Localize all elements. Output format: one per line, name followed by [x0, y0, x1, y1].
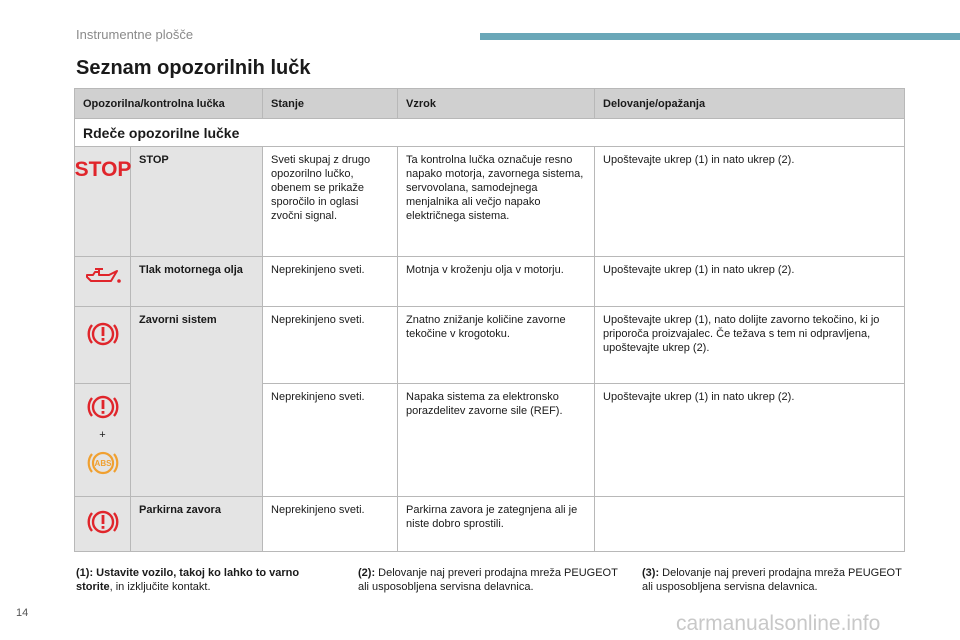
footnote-1-label: (1): [76, 567, 90, 579]
oil-pressure-icon: [83, 265, 123, 289]
state-cell: Neprekinjeno sveti.: [263, 497, 398, 552]
section-row: [75, 119, 905, 147]
footnote-1-bold: : Ustavite vozilo, takoj ko lahko to varno storite: [76, 567, 300, 593]
footnote-1: [76, 566, 338, 594]
cause-cell: Parkirna zavora je zategnjena ali je niste dobro sprostili.: [398, 497, 595, 552]
cause-cell: Motnja v kroženju olja v motorju.: [398, 257, 595, 307]
table-row: [75, 497, 905, 552]
footnote-2: [358, 566, 628, 594]
footnote-3: [642, 566, 912, 594]
column-header-light: Opozorilna/kontrolna lučka: [75, 89, 263, 119]
action-cell: [595, 497, 905, 552]
footnote-3-label: (3):: [642, 567, 660, 579]
table-header-row: [75, 89, 905, 119]
action-cell: Upoštevajte ukrep (1), nato dolijte zavorno tekočino, ki jo priporoča proizvajalec. Če težava s tem ni odpravljena, upoštevajte ukrep (2).: [595, 307, 905, 384]
table-row: [75, 257, 905, 307]
cause-cell: Napaka sistema za elektronsko porazdelitev zavorne sile (REF).: [398, 384, 595, 497]
table-row: [75, 307, 905, 384]
page-number: 14: [16, 607, 29, 619]
footnote-1-text: , in izključite kontakt.: [109, 581, 211, 593]
watermark: carmanualsonline.info: [676, 612, 881, 635]
table-row: [75, 147, 905, 257]
abs-icon: [86, 446, 120, 480]
section-title: Instrumentne plošče: [76, 27, 194, 42]
icon-cell: [75, 257, 131, 307]
icon-cell: [75, 307, 131, 384]
stop-icon: [74, 155, 131, 181]
section-heading: Rdeče opozorilne lučke: [75, 119, 905, 147]
action-cell: Upoštevajte ukrep (1) in nato ukrep (2).: [595, 147, 905, 257]
state-cell: Neprekinjeno sveti.: [263, 257, 398, 307]
state-cell: Sveti skupaj z drugo opozorilno lučko, obenem se prikaže sporočilo in oglasi zvočni signal.: [263, 147, 398, 257]
action-cell: Upoštevajte ukrep (1) in nato ukrep (2).: [595, 384, 905, 497]
plus-sign: +: [99, 429, 106, 441]
state-cell: Neprekinjeno sveti.: [263, 384, 398, 497]
light-name: Parkirna zavora: [131, 497, 263, 552]
parking-brake-icon: [86, 505, 120, 539]
header-accent-bar: [480, 33, 960, 40]
warning-lights-table: [74, 88, 905, 552]
column-header-cause: Vzrok: [398, 89, 595, 119]
footnote-3-text: Delovanje naj preveri prodajna mreža PEUGEOT ali usposobljena servisna delavnica.: [642, 567, 902, 593]
light-name: Zavorni sistem: [131, 307, 263, 497]
light-name: Tlak motornega olja: [131, 257, 263, 307]
brake-warning-icon: [86, 390, 120, 424]
cause-cell: Znatno znižanje količine zavorne tekočine v krogotoku.: [398, 307, 595, 384]
cause-cell: Ta kontrolna lučka označuje resno napako motorja, zavornega sistema, servovolana, samodejnega menjalnika ali večjo napako električnega sistema.: [398, 147, 595, 257]
column-header-action: Delovanje/opažanja: [595, 89, 905, 119]
icon-cell: [75, 384, 131, 497]
column-header-state: Stanje: [263, 89, 398, 119]
brake-warning-icon: [86, 317, 120, 351]
svg-text:STOP: STOP: [74, 158, 131, 181]
state-cell: Neprekinjeno sveti.: [263, 307, 398, 384]
footnote-2-label: (2):: [358, 567, 376, 579]
light-name: STOP: [131, 147, 263, 257]
action-cell: Upoštevajte ukrep (1) in nato ukrep (2).: [595, 257, 905, 307]
icon-cell: [75, 147, 131, 257]
svg-text:ABS: ABS: [94, 459, 111, 468]
page-title: Seznam opozorilnih lučk: [76, 57, 311, 79]
footnote-2-text: Delovanje naj preveri prodajna mreža PEUGEOT ali usposobljena servisna delavnica.: [358, 567, 618, 593]
icon-cell: [75, 497, 131, 552]
